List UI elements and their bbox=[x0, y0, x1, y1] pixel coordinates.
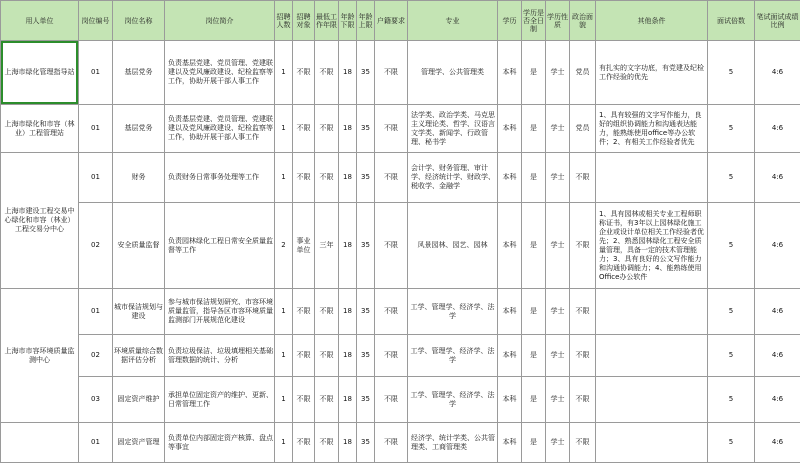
cell-degree[interactable]: 学士 bbox=[546, 41, 570, 105]
cell-other[interactable] bbox=[596, 289, 708, 335]
cell-degree[interactable]: 学士 bbox=[546, 335, 570, 377]
cell-other[interactable] bbox=[596, 423, 708, 463]
header-name[interactable]: 岗位名称 bbox=[113, 1, 165, 41]
header-desc[interactable]: 岗位简介 bbox=[165, 1, 275, 41]
cell-unit[interactable]: 上海市绿化和市容（林业）工程管理站 bbox=[1, 105, 79, 153]
cell-name[interactable]: 固定资产管理 bbox=[113, 423, 165, 463]
cell-hukou[interactable]: 不限 bbox=[375, 289, 408, 335]
cell-name[interactable]: 基层党务 bbox=[113, 41, 165, 105]
cell-fulltime[interactable]: 是 bbox=[522, 203, 546, 289]
cell-maxage[interactable]: 35 bbox=[357, 41, 375, 105]
cell-name[interactable]: 基层党务 bbox=[113, 105, 165, 153]
cell-political[interactable]: 不限 bbox=[570, 377, 596, 423]
cell-unit[interactable]: 上海市建设工程交易中心绿化和市容（林业）工程交易分中心 bbox=[1, 153, 79, 289]
cell-other[interactable]: 有扎实的文字功底，有党建及纪检工作经验的优先 bbox=[596, 41, 708, 105]
cell-hukou[interactable]: 不限 bbox=[375, 153, 408, 203]
cell-weight[interactable]: 4:6 bbox=[755, 289, 800, 335]
cell-degree[interactable]: 学士 bbox=[546, 289, 570, 335]
cell-major[interactable]: 会计学、财务管理、审计学、经济统计学、财政学、税收学、金融学 bbox=[408, 153, 498, 203]
cell-weight[interactable]: 4:6 bbox=[755, 41, 800, 105]
cell-desc[interactable]: 负责单位内部固定资产核算、盘点等事宜 bbox=[165, 423, 275, 463]
header-minyears[interactable]: 最低工作年限 bbox=[315, 1, 339, 41]
cell-political[interactable]: 不限 bbox=[570, 289, 596, 335]
cell-hukou[interactable]: 不限 bbox=[375, 41, 408, 105]
cell-fulltime[interactable]: 是 bbox=[522, 41, 546, 105]
cell-code[interactable]: 03 bbox=[79, 377, 113, 423]
cell-name[interactable]: 财务 bbox=[113, 153, 165, 203]
header-weight[interactable]: 笔试面试成绩比例 bbox=[755, 1, 800, 41]
cell-political[interactable]: 不限 bbox=[570, 153, 596, 203]
cell-maxage[interactable]: 35 bbox=[357, 377, 375, 423]
cell-code[interactable]: 02 bbox=[79, 335, 113, 377]
cell-minage[interactable]: 18 bbox=[339, 377, 357, 423]
cell-weight[interactable]: 4:6 bbox=[755, 105, 800, 153]
cell-minage[interactable]: 18 bbox=[339, 153, 357, 203]
cell-minyears[interactable]: 不限 bbox=[315, 377, 339, 423]
cell-minyears[interactable]: 不限 bbox=[315, 289, 339, 335]
cell-minyears[interactable]: 三年 bbox=[315, 203, 339, 289]
cell-minyears[interactable]: 不限 bbox=[315, 41, 339, 105]
cell-weight[interactable]: 4:6 bbox=[755, 377, 800, 423]
cell-weight[interactable]: 4:6 bbox=[755, 423, 800, 463]
cell-major[interactable]: 经济学、统计学类、公共管理类、工商管理类 bbox=[408, 423, 498, 463]
cell-hukou[interactable]: 不限 bbox=[375, 105, 408, 153]
cell-political[interactable]: 不限 bbox=[570, 423, 596, 463]
cell-count[interactable]: 2 bbox=[275, 203, 293, 289]
table-row bbox=[1, 41, 800, 105]
cell-maxage[interactable]: 35 bbox=[357, 153, 375, 203]
cell-code[interactable]: 01 bbox=[79, 105, 113, 153]
cell-fulltime[interactable]: 是 bbox=[522, 105, 546, 153]
cell-code[interactable]: 01 bbox=[79, 289, 113, 335]
cell-edu[interactable]: 本科 bbox=[498, 377, 522, 423]
cell-major[interactable]: 风景园林、园艺、园林 bbox=[408, 203, 498, 289]
cell-count[interactable]: 1 bbox=[275, 153, 293, 203]
table-row bbox=[1, 105, 800, 153]
cell-political[interactable]: 不限 bbox=[570, 203, 596, 289]
table-row bbox=[1, 335, 800, 377]
cell-minyears[interactable]: 不限 bbox=[315, 423, 339, 463]
header-row bbox=[1, 1, 800, 41]
table-row bbox=[1, 423, 800, 463]
cell-fulltime[interactable]: 是 bbox=[522, 153, 546, 203]
cell-major[interactable]: 法学类、政治学类、马克思主义理论类、哲学、汉语言文学类、新闻学、行政管理、秘书学 bbox=[408, 105, 498, 153]
cell-degree[interactable]: 学士 bbox=[546, 153, 570, 203]
cell-fulltime[interactable]: 是 bbox=[522, 377, 546, 423]
cell-target[interactable]: 不限 bbox=[293, 153, 315, 203]
table-row bbox=[1, 203, 800, 289]
header-major[interactable]: 专业 bbox=[408, 1, 498, 41]
header-count[interactable]: 招聘人数 bbox=[275, 1, 293, 41]
cell-weight[interactable]: 4:6 bbox=[755, 153, 800, 203]
cell-code[interactable]: 01 bbox=[79, 41, 113, 105]
cell-hukou[interactable]: 不限 bbox=[375, 377, 408, 423]
cell-count[interactable]: 1 bbox=[275, 41, 293, 105]
cell-major[interactable]: 管理学、公共管理类 bbox=[408, 41, 498, 105]
cell-other[interactable] bbox=[596, 335, 708, 377]
cell-target[interactable]: 不限 bbox=[293, 105, 315, 153]
cell-maxage[interactable]: 35 bbox=[357, 423, 375, 463]
header-hukou[interactable]: 户籍要求 bbox=[375, 1, 408, 41]
cell-target[interactable]: 不限 bbox=[293, 289, 315, 335]
cell-count[interactable]: 1 bbox=[275, 377, 293, 423]
header-other[interactable]: 其他条件 bbox=[596, 1, 708, 41]
cell-unit[interactable] bbox=[1, 423, 79, 463]
cell-minage[interactable]: 18 bbox=[339, 423, 357, 463]
header-maxage[interactable]: 年龄上限 bbox=[357, 1, 375, 41]
cell-desc[interactable]: 负责财务日常事务处理等工作 bbox=[165, 153, 275, 203]
cell-count[interactable]: 1 bbox=[275, 289, 293, 335]
cell-fulltime[interactable]: 是 bbox=[522, 423, 546, 463]
header-unit[interactable]: 用人单位 bbox=[1, 1, 79, 41]
header-code[interactable]: 岗位编号 bbox=[79, 1, 113, 41]
cell-weight[interactable]: 4:6 bbox=[755, 335, 800, 377]
cell-name[interactable]: 城市保洁规划与建设 bbox=[113, 289, 165, 335]
cell-weight[interactable]: 4:6 bbox=[755, 203, 800, 289]
cell-minyears[interactable]: 不限 bbox=[315, 335, 339, 377]
cell-degree[interactable]: 学士 bbox=[546, 377, 570, 423]
cell-minage[interactable]: 18 bbox=[339, 335, 357, 377]
cell-edu[interactable]: 本科 bbox=[498, 203, 522, 289]
cell-unit[interactable]: 上海市绿化管理指导站 bbox=[1, 41, 79, 105]
cell-maxage[interactable]: 35 bbox=[357, 203, 375, 289]
cell-political[interactable]: 党员 bbox=[570, 105, 596, 153]
cell-fulltime[interactable]: 是 bbox=[522, 289, 546, 335]
table-row bbox=[1, 153, 800, 203]
cell-target[interactable]: 不限 bbox=[293, 41, 315, 105]
table-row bbox=[1, 377, 800, 423]
cell-name[interactable]: 环境质量综合数据评估分析 bbox=[113, 335, 165, 377]
cell-minage[interactable]: 18 bbox=[339, 289, 357, 335]
cell-other[interactable]: 1、具有较强的文字写作能力，良好的组织协调能力和沟通表达能力，能熟练使用office等办公软件；2、有相关工作经验者优先 bbox=[596, 105, 708, 153]
header-fulltime[interactable]: 学历是否全日制 bbox=[522, 1, 546, 41]
cell-minyears[interactable]: 不限 bbox=[315, 105, 339, 153]
cell-fulltime[interactable]: 是 bbox=[522, 335, 546, 377]
cell-desc[interactable]: 负责园林绿化工程日常安全质量监督等工作 bbox=[165, 203, 275, 289]
cell-name[interactable]: 安全质量监督 bbox=[113, 203, 165, 289]
cell-edu[interactable]: 本科 bbox=[498, 105, 522, 153]
cell-hukou[interactable]: 不限 bbox=[375, 203, 408, 289]
cell-code[interactable]: 01 bbox=[79, 153, 113, 203]
cell-code[interactable]: 01 bbox=[79, 423, 113, 463]
cell-other[interactable] bbox=[596, 377, 708, 423]
cell-edu[interactable]: 本科 bbox=[498, 41, 522, 105]
cell-edu[interactable]: 本科 bbox=[498, 335, 522, 377]
cell-major[interactable]: 工学、管理学、经济学、法学 bbox=[408, 289, 498, 335]
cell-degree[interactable]: 学士 bbox=[546, 423, 570, 463]
cell-major[interactable]: 工学、管理学、经济学、法学 bbox=[408, 377, 498, 423]
cell-minage[interactable]: 18 bbox=[339, 105, 357, 153]
cell-count[interactable]: 1 bbox=[275, 423, 293, 463]
cell-desc[interactable]: 负责垃圾保洁、垃圾填埋相关基础管理数据的统计、分析 bbox=[165, 335, 275, 377]
cell-desc[interactable]: 承担单位固定资产的维护、更新、日常管理工作 bbox=[165, 377, 275, 423]
cell-maxage[interactable]: 35 bbox=[357, 105, 375, 153]
cell-hukou[interactable]: 不限 bbox=[375, 335, 408, 377]
cell-edu[interactable]: 本科 bbox=[498, 423, 522, 463]
cell-minage[interactable]: 18 bbox=[339, 203, 357, 289]
cell-desc[interactable]: 负责基层党建、党员管理、党建联建以及党风廉政建设、纪检监察等工作，协助开展干部人事工作 bbox=[165, 41, 275, 105]
cell-unit[interactable]: 上海市市容环境质量监测中心 bbox=[1, 289, 79, 423]
cell-desc[interactable]: 参与城市保洁规划研究、市容环境质量监管，指导各区市容环境质量监测部门开展规范化建设 bbox=[165, 289, 275, 335]
cell-hukou[interactable]: 不限 bbox=[375, 423, 408, 463]
cell-target[interactable]: 不限 bbox=[293, 423, 315, 463]
cell-ratio[interactable]: 5 bbox=[708, 203, 755, 289]
cell-maxage[interactable]: 35 bbox=[357, 335, 375, 377]
header-edu[interactable]: 学历 bbox=[498, 1, 522, 41]
cell-count[interactable]: 1 bbox=[275, 335, 293, 377]
cell-target[interactable]: 不限 bbox=[293, 377, 315, 423]
header-minage[interactable]: 年龄下限 bbox=[339, 1, 357, 41]
cell-desc[interactable]: 负责基层党建、党员管理、党建联建以及党风廉政建设、纪检监察等工作，协助开展干部人事工作 bbox=[165, 105, 275, 153]
cell-ratio[interactable]: 5 bbox=[708, 377, 755, 423]
cell-edu[interactable]: 本科 bbox=[498, 289, 522, 335]
header-ratio[interactable]: 面试倍数 bbox=[708, 1, 755, 41]
cell-count[interactable]: 1 bbox=[275, 105, 293, 153]
cell-target[interactable]: 不限 bbox=[293, 335, 315, 377]
cell-ratio[interactable]: 5 bbox=[708, 105, 755, 153]
cell-degree[interactable]: 学士 bbox=[546, 203, 570, 289]
cell-maxage[interactable]: 35 bbox=[357, 289, 375, 335]
cell-other[interactable]: 1、具有园林或相关专业工程师职称证书，有3年以上园林绿化施工企业或设计单位相关工作经验者优先；2、熟悉园林绿化工程安全质量管理，具备一定的技术管理能力；3、具有良好的公文写作能力和沟通协调能力；4、能熟练使用Office办公软件 bbox=[596, 203, 708, 289]
cell-minyears[interactable]: 不限 bbox=[315, 153, 339, 203]
cell-ratio[interactable]: 5 bbox=[708, 289, 755, 335]
cell-minage[interactable]: 18 bbox=[339, 41, 357, 105]
cell-edu[interactable]: 本科 bbox=[498, 153, 522, 203]
cell-major[interactable]: 工学、管理学、经济学、法学 bbox=[408, 335, 498, 377]
table-row bbox=[1, 289, 800, 335]
header-target[interactable]: 招聘对象 bbox=[293, 1, 315, 41]
cell-name[interactable]: 固定资产维护 bbox=[113, 377, 165, 423]
cell-political[interactable]: 党员 bbox=[570, 41, 596, 105]
cell-code[interactable]: 02 bbox=[79, 203, 113, 289]
cell-ratio[interactable]: 5 bbox=[708, 423, 755, 463]
cell-ratio[interactable]: 5 bbox=[708, 335, 755, 377]
cell-target[interactable]: 事业单位 bbox=[293, 203, 315, 289]
cell-ratio[interactable]: 5 bbox=[708, 153, 755, 203]
cell-political[interactable]: 不限 bbox=[570, 335, 596, 377]
cell-degree[interactable]: 学士 bbox=[546, 105, 570, 153]
cell-other[interactable] bbox=[596, 153, 708, 203]
header-degree[interactable]: 学历性质 bbox=[546, 1, 570, 41]
header-political[interactable]: 政治面貌 bbox=[570, 1, 596, 41]
cell-ratio[interactable]: 5 bbox=[708, 41, 755, 105]
